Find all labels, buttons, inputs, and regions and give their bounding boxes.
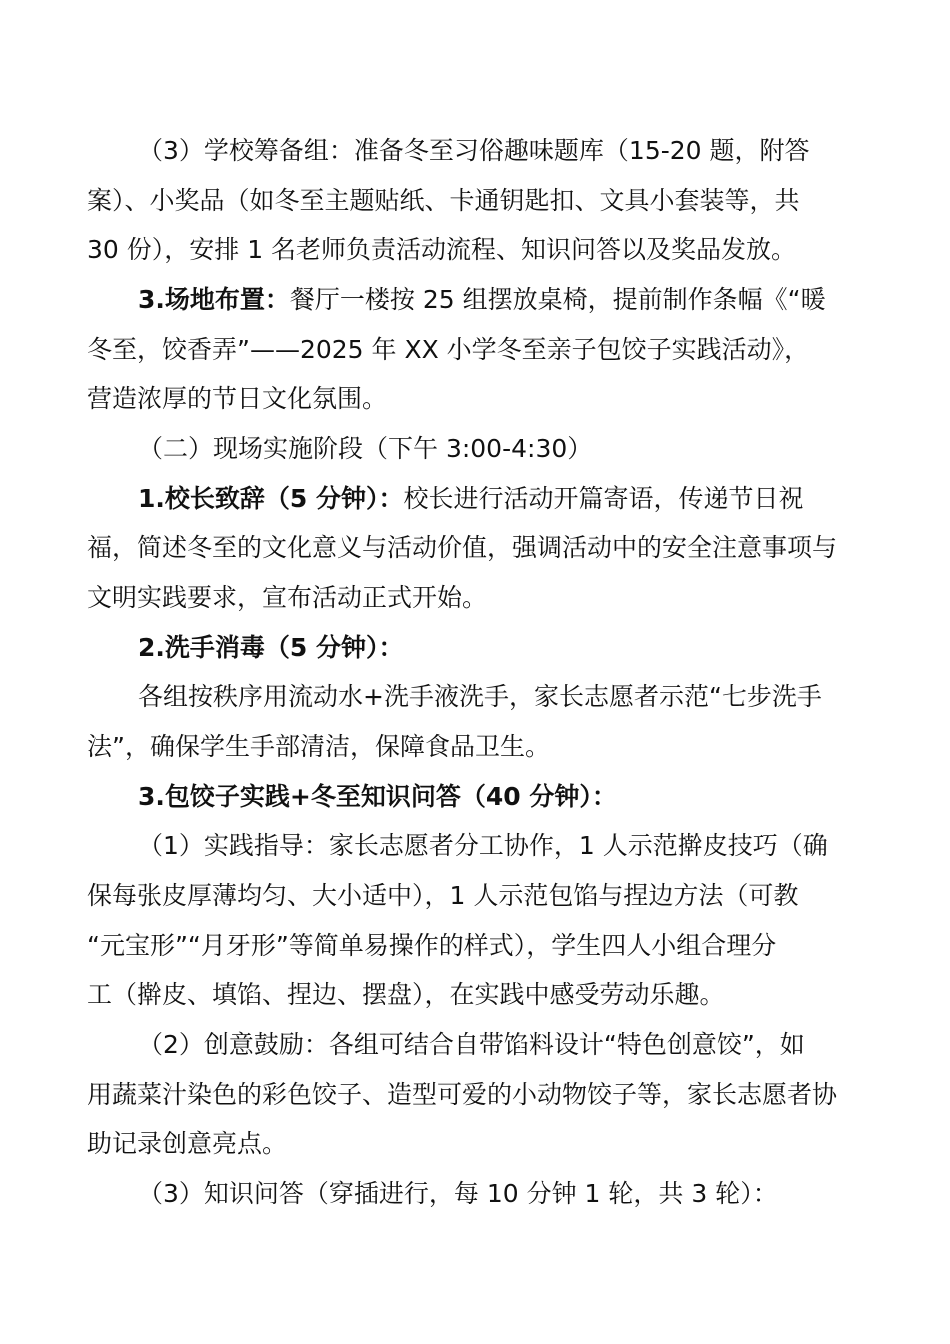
heading-dumpling-practice: 3.包饺子实践+冬至知识问答（40 分钟）： bbox=[138, 782, 617, 811]
section-heading-onsite: （二）现场实施阶段（下午 3:00-4:30） bbox=[138, 434, 593, 463]
para-principal-line-3: 文明实践要求，宣布活动正式开始。 bbox=[87, 583, 488, 612]
heading-venue-setup: 3.场地布置： bbox=[138, 285, 290, 314]
heading-handwash: 2.洗手消毒（5 分钟）： bbox=[138, 633, 404, 662]
para-venue-line-2: 冬至，饺香弄”——2025 年 XX 小学冬至亲子包饺子实践活动》， bbox=[87, 335, 810, 364]
para-principal-line-1-text: 校长进行活动开篇寄语，传递节日祝 bbox=[403, 484, 804, 513]
para-venue-line-3: 营造浓厚的节日文化氛围。 bbox=[87, 384, 388, 413]
para-venue-line-1-text: 餐厅一楼按 25 组摆放桌椅，提前制作条幅《“暖 bbox=[289, 285, 826, 314]
para-guidance-line-3: “元宝形”“月牙形”等简单易操作的样式），学生四人小组合理分 bbox=[87, 931, 777, 960]
para-guidance-line-4: 工（擀皮、填馅、捏边、摆盘），在实践中感受劳动乐趣。 bbox=[87, 980, 725, 1009]
para-guidance-line-1: （1）实践指导：家长志愿者分工协作，1 人示范擀皮技巧（确 bbox=[138, 831, 828, 860]
para-principal-line-2: 福，简述冬至的文化意义与活动价值，强调活动中的安全注意事项与 bbox=[87, 533, 838, 562]
para-school-prep-line-2: 案）、小奖品（如冬至主题贴纸、卡通钥匙扣、文具小套装等，共 bbox=[87, 186, 800, 215]
para-school-prep-line-3: 30 份），安排 1 名老师负责活动流程、知识问答以及奖品发放。 bbox=[87, 235, 797, 264]
para-principal-line-1 bbox=[138, 483, 804, 515]
para-creative-line-3: 助记录创意亮点。 bbox=[87, 1129, 288, 1158]
para-creative-line-1: （2）创意鼓励：各组可结合自带馅料设计“特色创意饺”，如 bbox=[138, 1030, 805, 1059]
para-quiz-line-1: （3）知识问答（穿插进行，每 10 分钟 1 轮，共 3 轮）： bbox=[138, 1179, 778, 1208]
para-guidance-line-2: 保每张皮厚薄均匀、大小适中），1 人示范包馅与捏边方法（可教 bbox=[87, 881, 799, 910]
para-handwash-line-1: 各组按秩序用流动水+洗手液洗手，家长志愿者示范“七步洗手 bbox=[138, 682, 822, 711]
heading-principal-speech: 1.校长致辞（5 分钟）： bbox=[138, 484, 404, 513]
para-school-prep-line-1: （3）学校筹备组：准备冬至习俗趣味题库（15-20 题，附答 bbox=[138, 136, 810, 165]
para-creative-line-2: 用蔬菜汁染色的彩色饺子、造型可爱的小动物饺子等，家长志愿者协 bbox=[87, 1080, 838, 1109]
para-handwash-line-2: 法”，确保学生手部清洁，保障食品卫生。 bbox=[87, 732, 550, 761]
para-venue-line-1 bbox=[138, 284, 826, 316]
